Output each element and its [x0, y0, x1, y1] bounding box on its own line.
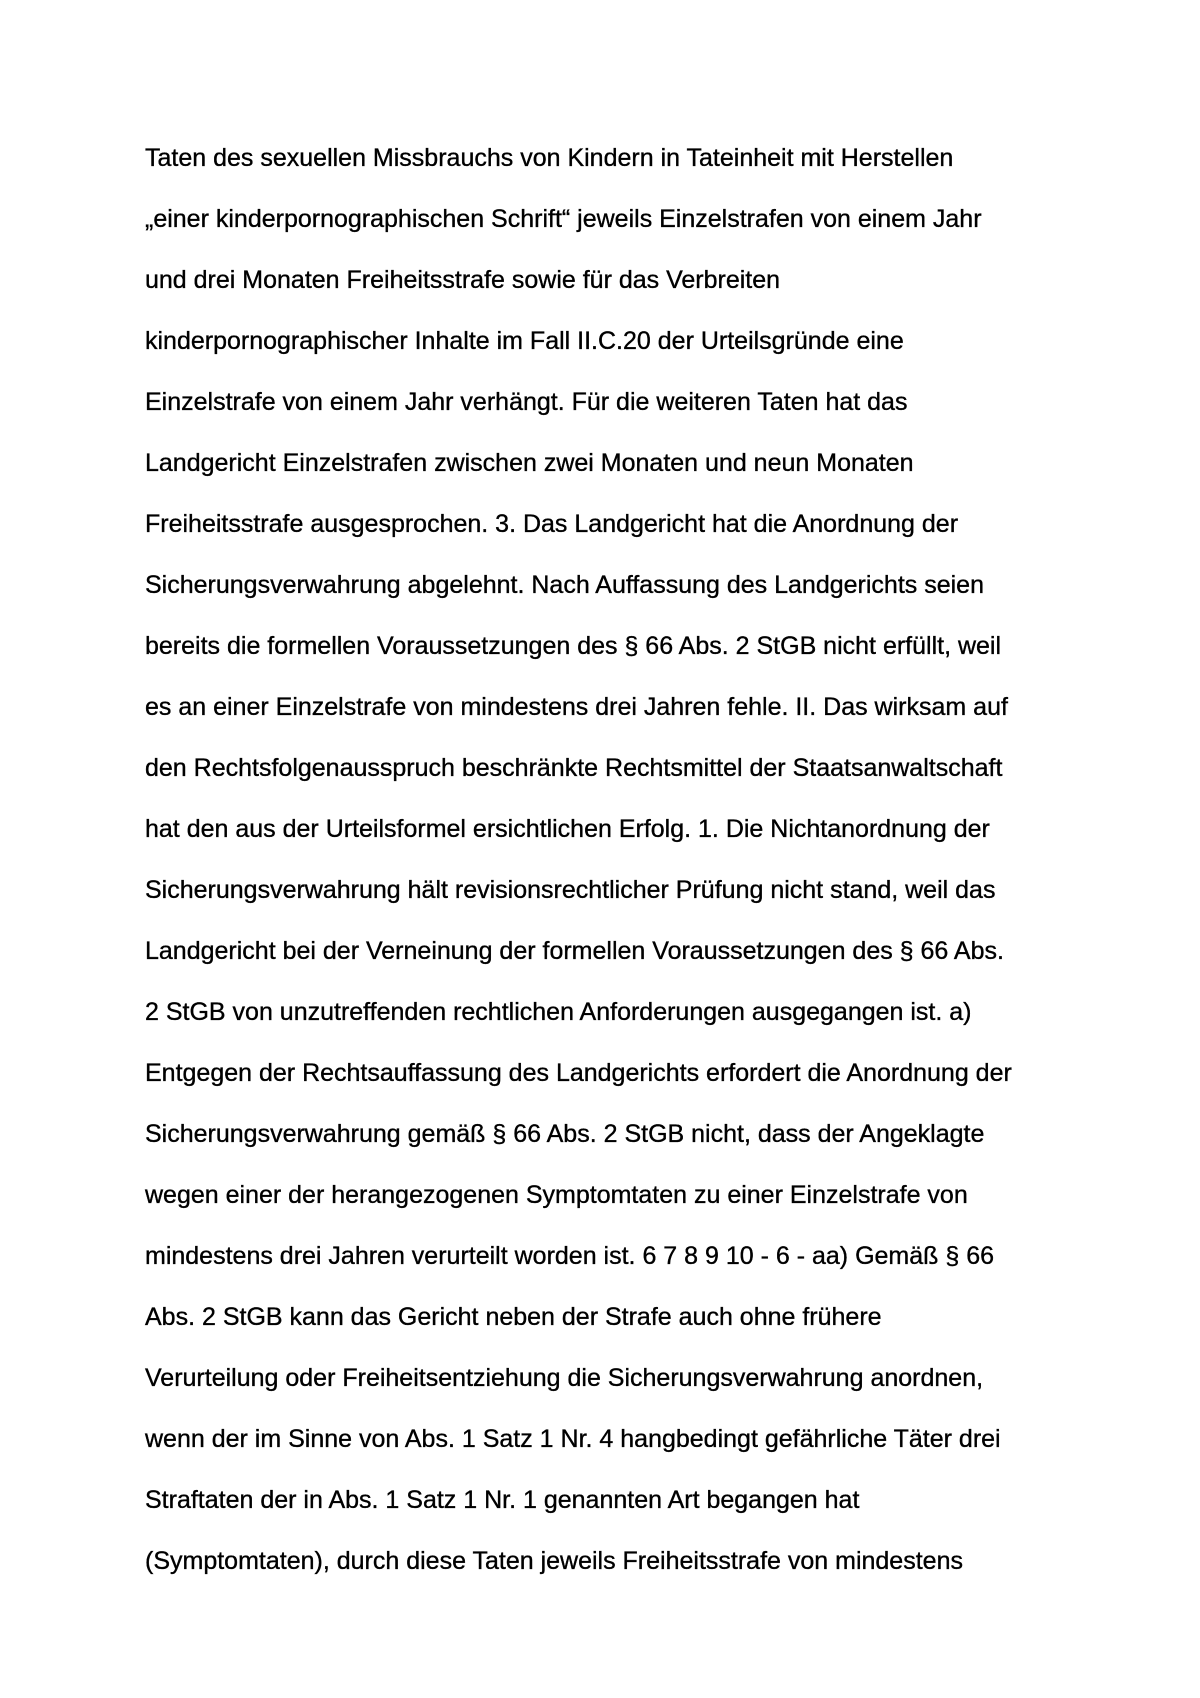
text-line-8: Sicherungsverwahrung abgelehnt. Nach Auffassung des Landgerichts seien: [145, 571, 984, 599]
text-line-21: Verurteilung oder Freiheitsentziehung die Sicherungsverwahrung anordnen,: [145, 1364, 984, 1392]
text-line-3: und drei Monaten Freiheitsstrafe sowie für das Verbreiten: [145, 266, 781, 294]
text-line-13: Sicherungsverwahrung hält revisionsrechtlicher Prüfung nicht stand, weil das: [145, 876, 996, 904]
text-line-22: wenn der im Sinne von Abs. 1 Satz 1 Nr. 4 hangbedingt gefährliche Täter drei: [145, 1425, 1001, 1453]
text-line-11: den Rechtsfolgenausspruch beschränkte Rechtsmittel der Staatsanwaltschaft: [145, 754, 1003, 782]
text-line-7: Freiheitsstrafe ausgesprochen. 3. Das Landgericht hat die Anordnung der: [145, 510, 959, 538]
text-line-4: kinderpornographischer Inhalte im Fall II.C.20 der Urteilsgründe eine: [145, 327, 904, 355]
text-line-10: es an einer Einzelstrafe von mindestens drei Jahren fehle. II. Das wirksam auf: [145, 693, 1008, 721]
text-line-17: Sicherungsverwahrung gemäß § 66 Abs. 2 StGB nicht, dass der Angeklagte: [145, 1120, 985, 1148]
text-line-15: 2 StGB von unzutreffenden rechtlichen Anforderungen ausgegangen ist. a): [145, 998, 972, 1026]
text-line-14: Landgericht bei der Verneinung der formellen Voraussetzungen des § 66 Abs.: [145, 937, 1004, 965]
text-line-19: mindestens drei Jahren verurteilt worden ist. 6 7 8 9 10 - 6 - aa) Gemäß § 66: [145, 1242, 995, 1270]
text-line-2: „einer kinderpornographischen Schrift“ jeweils Einzelstrafen von einem Jahr: [145, 205, 982, 233]
text-line-6: Landgericht Einzelstrafen zwischen zwei Monaten und neun Monaten: [145, 449, 914, 477]
text-line-1: Taten des sexuellen Missbrauchs von Kindern in Tateinheit mit Herstellen: [145, 144, 954, 172]
text-line-24: (Symptomtaten), durch diese Taten jeweils Freiheitsstrafe von mindestens: [145, 1547, 963, 1575]
text-line-16: Entgegen der Rechtsauffassung des Landgerichts erfordert die Anordnung der: [145, 1059, 1012, 1087]
text-line-5: Einzelstrafe von einem Jahr verhängt. Für die weiteren Taten hat das: [145, 388, 908, 416]
text-line-18: wegen einer der herangezogenen Symptomtaten zu einer Einzelstrafe von: [145, 1181, 968, 1209]
text-line-9: bereits die formellen Voraussetzungen des § 66 Abs. 2 StGB nicht erfüllt, weil: [145, 632, 1002, 660]
text-line-23: Straftaten der in Abs. 1 Satz 1 Nr. 1 genannten Art begangen hat: [145, 1486, 860, 1514]
text-line-20: Abs. 2 StGB kann das Gericht neben der Strafe auch ohne frühere: [145, 1303, 882, 1331]
text-line-12: hat den aus der Urteilsformel ersichtlichen Erfolg. 1. Die Nichtanordnung der: [145, 815, 990, 843]
body-text: [145, 138, 1145, 1602]
